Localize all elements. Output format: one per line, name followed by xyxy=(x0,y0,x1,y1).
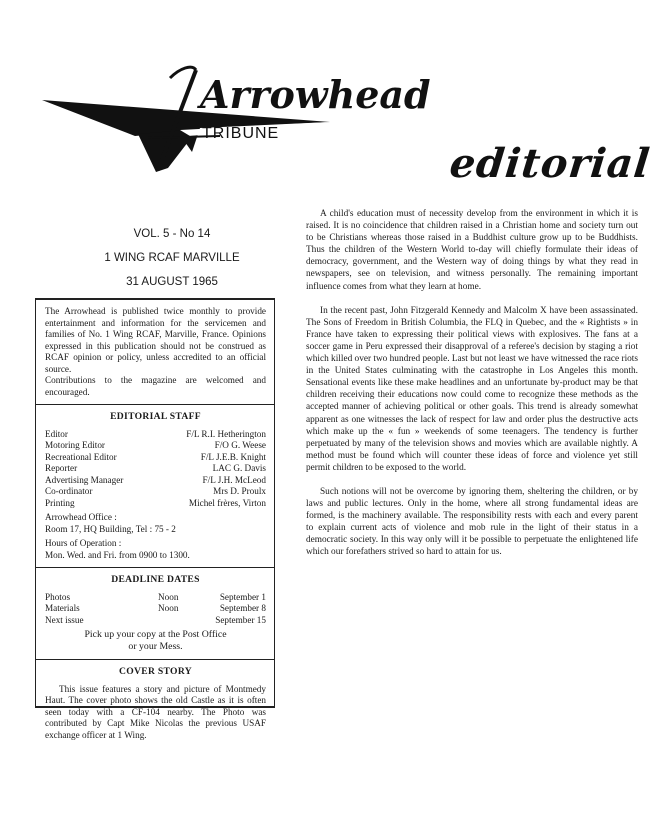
deadline-row: Materials Noon September 8 xyxy=(45,603,266,613)
cover-heading: COVER STORY xyxy=(119,666,192,677)
editorial-paragraph: Such notions will not be overcome by ignoring them, sheltering the children, or by laws and public lectures. Only in the home, where all strong fundamental ideas are formed, is the machinery available. The responsibility rests with each and every parent to explain current acts of violence and mob rule in the light of their status in a democratic society. In this way only will it be possible to perpetuate the enlightened life which our forefathers strived so hard to attain for us. xyxy=(306,486,638,558)
publication-intro: The Arrowhead is published twice monthly to provide entertainment and information for the servicemen and families of No. 1 Wing RCAF, Marville, France. Opinions expressed in this publication should not be construed as RCAF opinion or policy, unless accredited to an official source. xyxy=(45,306,266,374)
issue-unit: 1 WING RCAF MARVILLE xyxy=(104,252,240,264)
divider xyxy=(36,659,274,660)
pickup-note: Pick up your copy at the Post Office or your Mess. xyxy=(84,629,227,652)
staff-list xyxy=(45,429,266,510)
staff-row: Reporter LAC G. Davis xyxy=(45,463,266,473)
contributions-note: Contributions to the magazine are welcomed and encouraged. xyxy=(45,375,266,397)
staff-row: Printing Michel frères, Virton xyxy=(45,497,266,508)
cover-story-text: This issue features a story and picture of Montmedy Haut. The cover photo shows the old Castle as it is often seen today with a CF-104 nearby. The Photo was contributed by Capt Mike Nicolas the previous USAF exchange officer at 1 Wing. xyxy=(45,683,266,740)
staff-heading: EDITORIAL STAFF xyxy=(110,411,201,422)
issue-volume: VOL. 5 - No 14 xyxy=(133,228,211,240)
staff-row: Editor F/L R.I. Hetherington xyxy=(45,428,266,439)
masthead-title: Arrowhead xyxy=(200,72,431,117)
deadline-row: Photos Noon September 1 xyxy=(45,591,266,602)
masthead-infobox xyxy=(35,298,275,740)
divider xyxy=(36,567,274,568)
editorial-body xyxy=(306,208,638,571)
masthead-logo xyxy=(30,60,431,175)
section-title: editorial xyxy=(447,140,653,187)
issue-date: 31 AUGUST 1965 xyxy=(126,276,218,288)
office-location: Room 17, HQ Building, Tel : 75 - 2 xyxy=(45,523,176,534)
hours-label: Hours of Operation : xyxy=(45,538,122,548)
editorial-paragraph: A child's education must of necessity develop from the environment in which it is raised. It is no coincidence that children raised in a Christian home and society turn out to be Christians whereas those raised in a Buddhist culture grow up to be Buddhists. Thus the children of the Western World to-day will chiefly formulate their ideas of democracy, government, and the Western way of doing things by what they read in newspapers, see on television, and witness personally. The remaining important influence comes from what they learn at home. xyxy=(306,209,638,292)
arrowhead-logo-graphic xyxy=(30,60,431,175)
staff-row: Recreational Editor F/L J.E.B. Knight xyxy=(45,451,266,462)
staff-row: Co-ordinator Mrs D. Proulx xyxy=(45,486,266,496)
deadline-row: Next issue September 15 xyxy=(45,614,266,625)
issue-info xyxy=(52,222,292,294)
hours-value: Mon. Wed. and Fri. from 0900 to 1300. xyxy=(45,549,190,560)
editorial-paragraph: In the recent past, John Fitzgerald Kennedy and Malcolm X have been assassinated. The Sons of Freedom in British Columbia, the FLQ in Quebec, and the « Rightists » in France have taken to expressing their political views with explosives. The fans at a soccer game in Peru expressed their disapproval of a referee's decision by staging a riot which killed over two hundred people. Last but not least we have witnessed the race riots in the United States culminating with the catastrophe in Los Angeles this month. Sensational events like these make headlines and an unfortunate by-product may be that children receiving their educations now could come to recognize these methods as the accepted manner of achieving political or other goals. This trend is already somewhat apparent as one witnesses the lack of respect for law and order plus the destructive acts which make up the « fun » weekends of some teenagers. The tendency is further perpetuated by many of the television shows and movies which are available nightly. A method must be found which will counter these ideas of force and violence yet still permit children to be exposed to the world. xyxy=(306,305,639,473)
office-label: Arrowhead Office : xyxy=(45,512,117,522)
masthead-subtitle: TRIBUNE xyxy=(202,125,280,142)
divider xyxy=(36,404,274,405)
staff-row: Advertising Manager F/L J.H. McLeod xyxy=(45,474,266,485)
deadline-heading: DEADLINE DATES xyxy=(111,574,200,585)
staff-row: Motoring Editor F/O G. Weese xyxy=(45,440,266,450)
